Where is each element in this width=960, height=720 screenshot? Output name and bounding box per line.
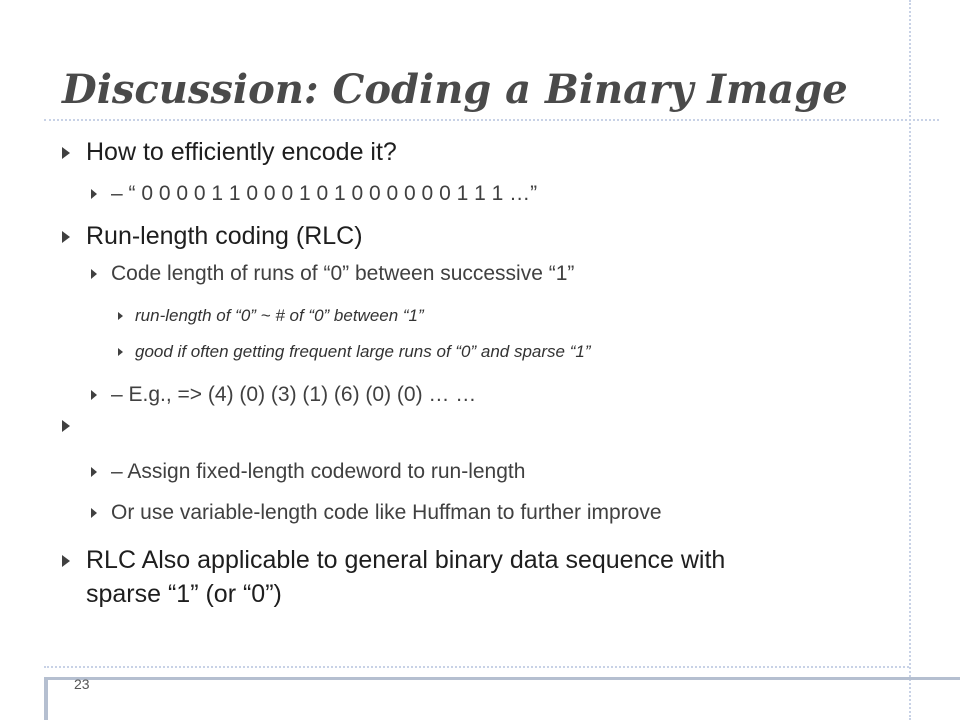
- page-number: 23: [74, 676, 90, 692]
- bullet-item: [118, 306, 424, 326]
- bullet-text: Code length of runs of “0” between successive “1”: [111, 262, 575, 285]
- bullet-item: [62, 138, 397, 167]
- bullet-item: [62, 546, 725, 575]
- bullet-item: [118, 342, 591, 362]
- footer-dotted-rule: [44, 666, 909, 668]
- triangle-bullet-icon: [62, 147, 70, 159]
- triangle-bullet-icon: [91, 189, 97, 199]
- right-dotted-rule: [909, 0, 911, 720]
- bullet-text: – E.g., => (4) (0) (3) (1) (6) (0) (0) … …: [111, 383, 477, 406]
- bullet-item: [91, 501, 662, 525]
- triangle-bullet-icon: [62, 555, 70, 567]
- triangle-bullet-icon: [91, 508, 97, 518]
- bullet-item: [62, 420, 86, 432]
- bullet-text: RLC Also applicable to general binary data sequence with: [86, 546, 726, 574]
- bullet-text: run-length of “0” ~ # of “0” between “1”: [135, 306, 424, 325]
- triangle-bullet-icon: [91, 390, 97, 400]
- bullet-item: [91, 182, 537, 206]
- bullet-text: good if often getting frequent large runs of “0” and sparse “1”: [135, 342, 591, 361]
- triangle-bullet-icon: [91, 467, 97, 477]
- bullet-text: How to efficiently encode it?: [86, 138, 397, 166]
- bullet-text: sparse “1” (or “0”): [86, 580, 282, 608]
- triangle-bullet-icon: [118, 312, 123, 320]
- footer-left-bar: [44, 680, 48, 720]
- bullet-item: [62, 222, 363, 251]
- bullet-item: [91, 460, 525, 484]
- slide-title: Discussion: Coding a Binary Image: [62, 66, 848, 113]
- footer-bar: [44, 677, 960, 680]
- bullet-text: Run-length coding (RLC): [86, 222, 363, 250]
- bullet-text: – Assign fixed-length codeword to run-length: [111, 460, 526, 483]
- triangle-bullet-icon: [62, 420, 70, 432]
- bullet-text: – “ 0 0 0 0 1 1 0 0 0 1 0 1 0 0 0 0 0 0 1 1 1 …”: [111, 182, 538, 205]
- bullet-continuation: [86, 580, 282, 609]
- title-underline: [44, 119, 939, 121]
- bullet-item: [91, 262, 574, 286]
- triangle-bullet-icon: [62, 231, 70, 243]
- bullet-item: [91, 383, 476, 407]
- triangle-bullet-icon: [91, 269, 97, 279]
- triangle-bullet-icon: [118, 348, 123, 356]
- bullet-text: Or use variable-length code like Huffman to further improve: [111, 501, 662, 524]
